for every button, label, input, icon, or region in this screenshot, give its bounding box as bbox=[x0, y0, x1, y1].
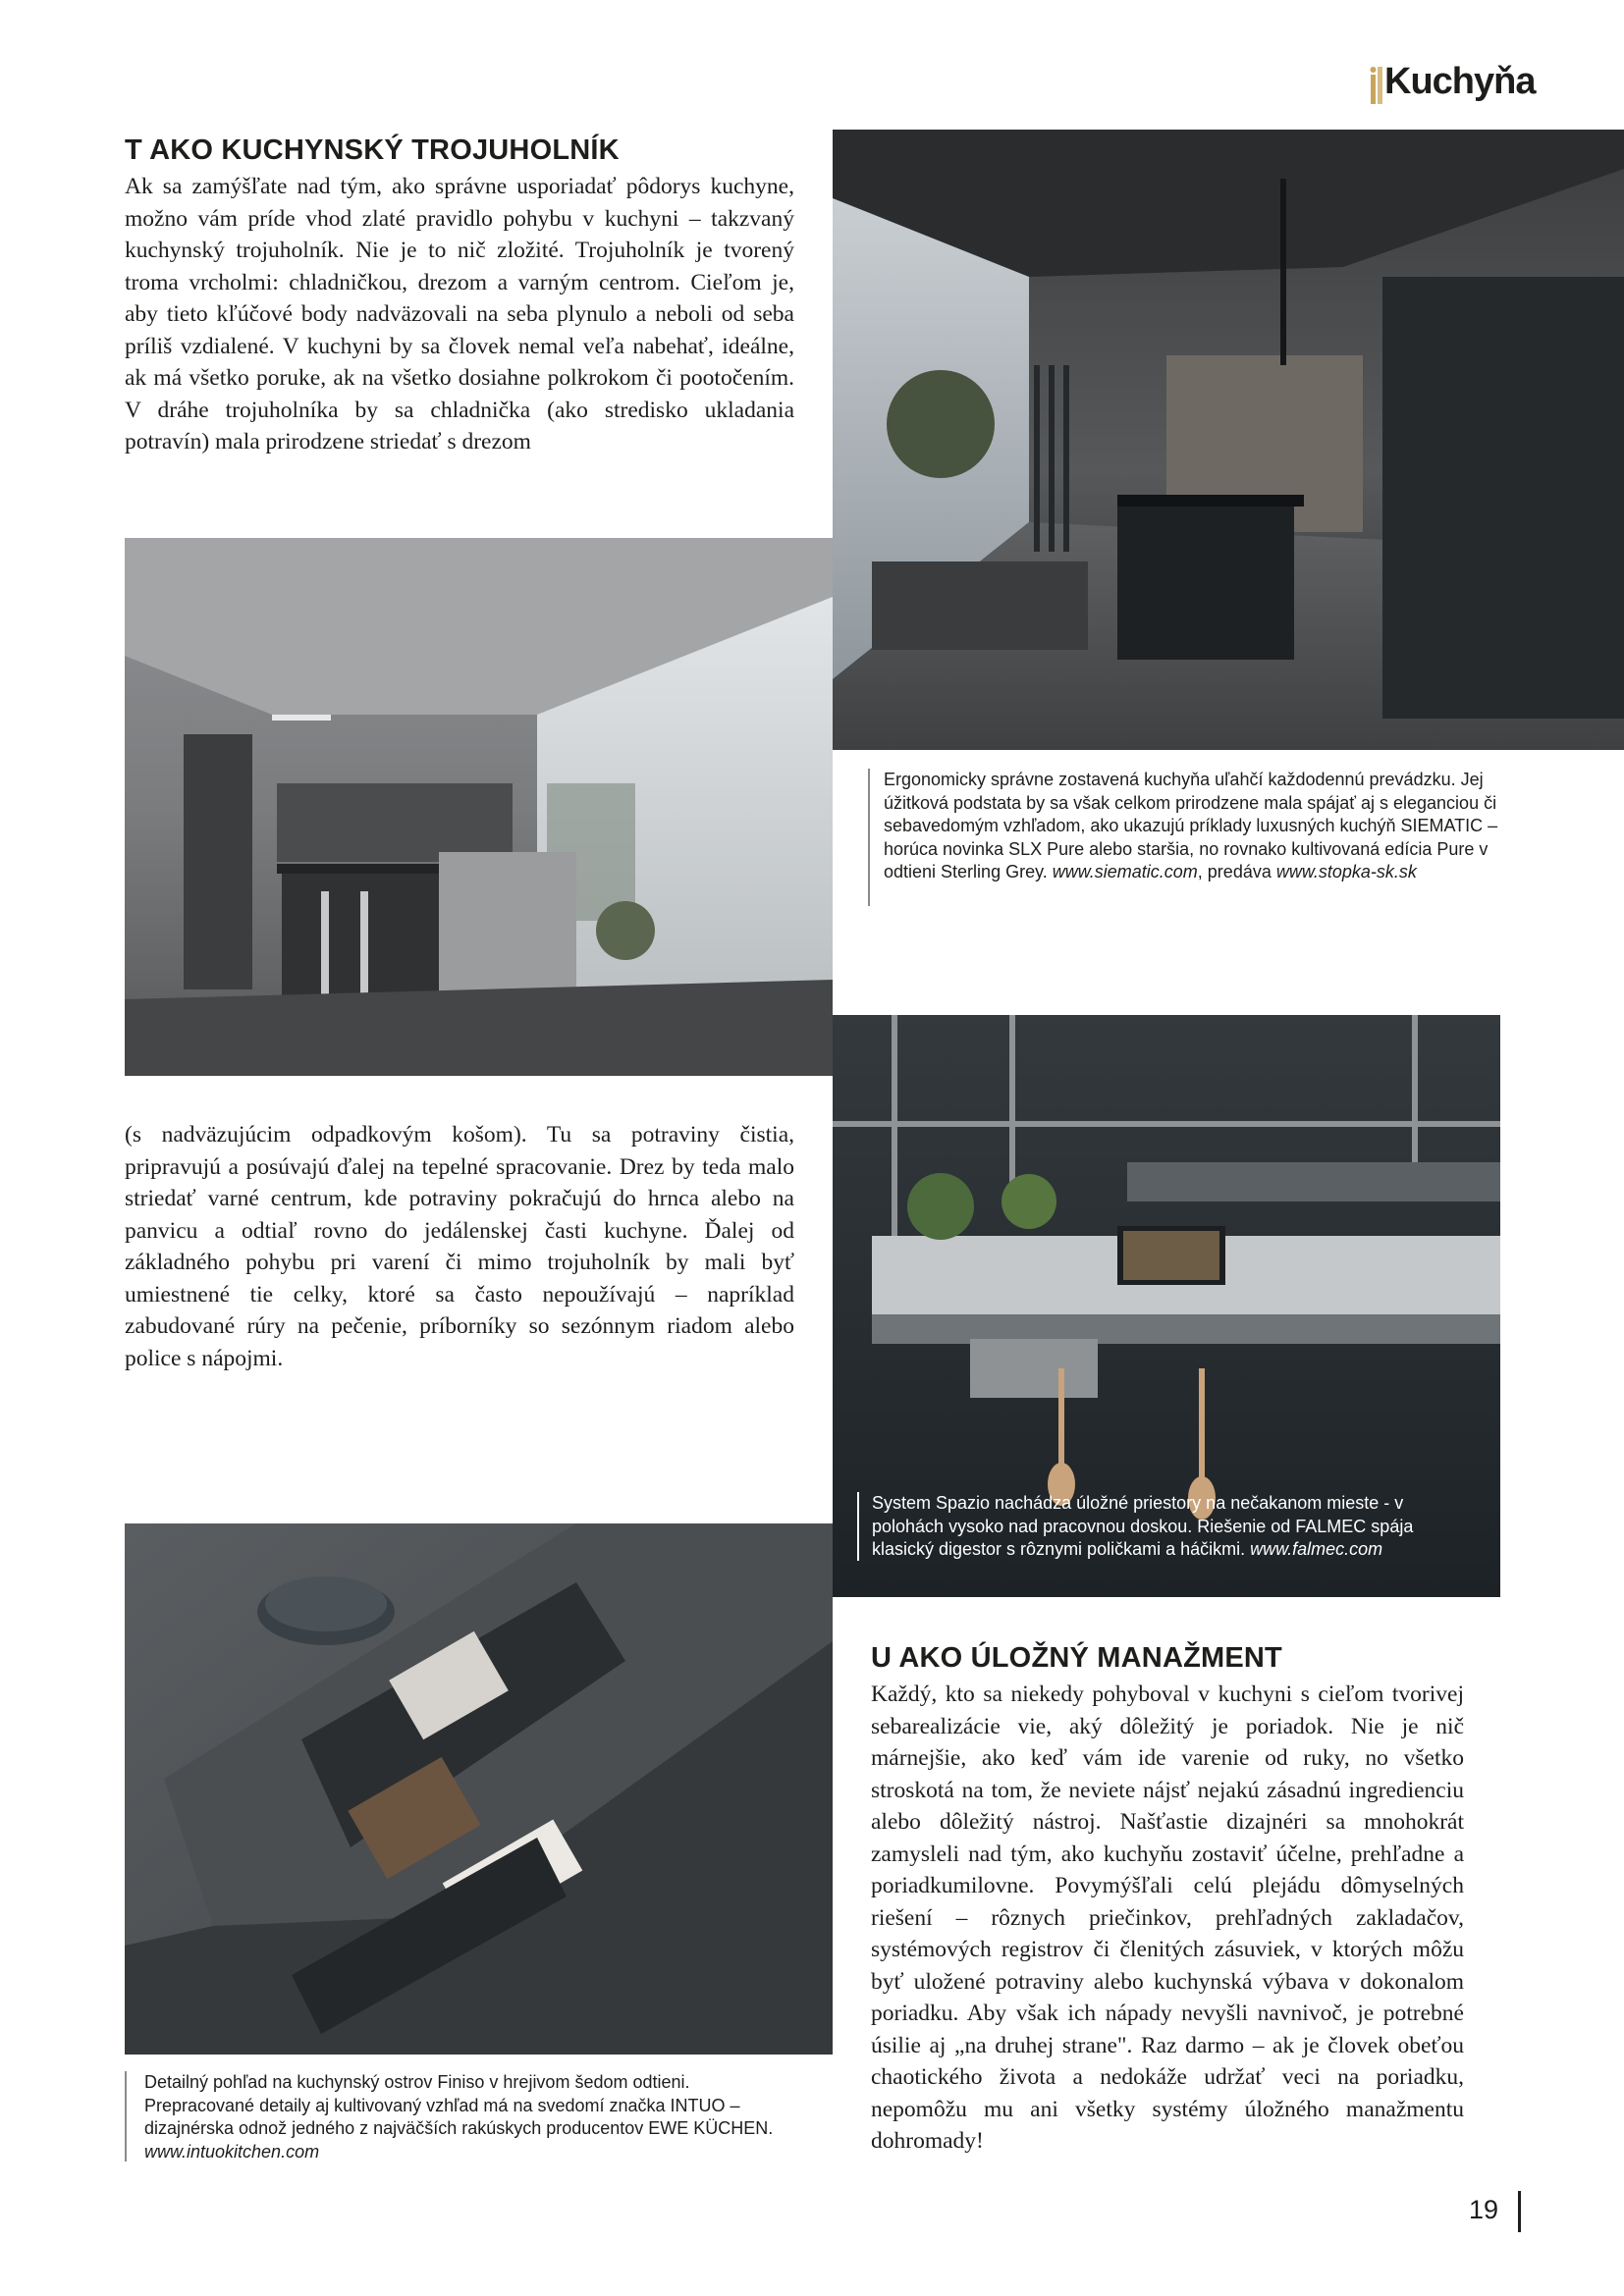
photo-kitchen-living-room bbox=[833, 130, 1624, 750]
caption-text: Detailný pohľad na kuchynský ostrov Finiso v hrejivom šedom odtieni. Prepracované detaily aj kultivovaný vzhľad má na svedomí značka INTUO – dizajnérska odnož jedného z najväčších rakúskych producentov EWE KÜCHEN. bbox=[144, 2072, 774, 2138]
article-text-part1 bbox=[125, 171, 794, 458]
page-number: 19 bbox=[1469, 2195, 1499, 2224]
photo-kitchen-with-island bbox=[125, 538, 833, 1076]
article-text-storage bbox=[871, 1679, 1464, 2158]
paragraph: (s nadväzujúcim odpadkovým košom). Tu sa potraviny čistia, pripravujú a posúvajú ďalej na tepelné spracovanie. Drez by teda malo striedať varné centrum, kde potraviny pokračujú do hrnca alebo na panvicu a odtiaľ rovno do jedálenskej časti kuchyne. Ďalej od základného pohybu pri varení či mimo trojuholník by mali byť umiestnené tie celky, ktoré sa často nepoužívajú – napríklad zabudované rúry na pečenie, príborníky so sezónnym riadom alebo police s nápojmi. bbox=[125, 1122, 794, 1371]
paragraph: Ak sa zamýšľate nad tým, ako správne usporiadať pôdorys kuchyne, možno vám príde vhod zlaté pravidlo pohybu v kuchyni – takzvaný kuchynský trojuholník. Nie je to nič zložité. Trojuholník je tvorený troma vrcholmi: chladničkou, drezom a varným centrom. Cieľom je, aby tieto kľúčové body nadväzovali na seba plynulo a neboli od seba príliš vzdialené. V kuchyni by sa človek nemal veľa nabehať, ideálne, ak má všetko poruke, ak na všetko dosiahne polkrokom či pootočením. V dráhe trojuholníka by sa chladnička (ako stredisko ukladania potravín) mala prirodzene striedať s drezom bbox=[125, 174, 794, 454]
caption-rule bbox=[857, 1492, 859, 1561]
photo-falmec-hood-shelves bbox=[833, 1015, 1500, 1597]
caption-text: System Spazio nachádza úložné priestory na nečakanom mieste - v polohách vysoko nad pracovnou doskou. Riešenie od FALMEC spája klasický digestor s rôznymi poličkami a háčikmi. bbox=[872, 1493, 1414, 1559]
photo-intuo-drawers bbox=[125, 1523, 833, 2055]
kitchen-photo-illustration bbox=[125, 538, 833, 1076]
caption-rule bbox=[868, 769, 870, 906]
caption-falmec bbox=[872, 1492, 1461, 1562]
paragraph: Každý, kto sa niekedy pohyboval v kuchyni s cieľom tvorivej sebarealizácie vie, aký dôležitý je poriadok. Nie je nič márnejšie, ako keď vám ide varenie od ruky, no všetko stroskotá na tom, že neviete nájsť nejakú zásadnú ingredienciu alebo dôležitý nástroj. Našťastie dizajnéri sa mnohokrát zamysleli nad tým, ako kuchyňu zostaviť účelne, prehľadne a poriadkumilovne. Povymýšľali celú plejádu dômyselných riešení – rôznych priečinkov, prehľadných zakladačov, systémových registrov či členitých zásuviek, v ktorých môžu byť uložené potraviny alebo kuchynská výbava v dokonalom poriadku. Aby však ich nápady nevyšli navnivoč, je potrebné úsilie aj „na druhej strane". Raz darmo – ak je človek obeťou chaotického života a nedokáže udržať veci na poriadku, nepomôžu mu ani všetky systémy úložného manažmentu dohromady! bbox=[871, 1682, 1464, 2154]
caption-siematic bbox=[884, 769, 1512, 884]
section-title-kitchen-triangle: T AKO KUCHYNSKÝ TROJUHOLNÍK bbox=[125, 134, 620, 166]
section-title-storage-management: U AKO ÚLOŽNÝ MANAŽMENT bbox=[871, 1642, 1282, 1674]
caption-intuo bbox=[144, 2071, 792, 2163]
caption-link-stopka[interactable]: www.stopka-sk.sk bbox=[1275, 862, 1417, 881]
caption-link-falmec[interactable]: www.falmec.com bbox=[1250, 1539, 1383, 1559]
page-number-rule bbox=[1518, 2191, 1521, 2232]
caption-rule bbox=[125, 2071, 127, 2162]
magazine-logo bbox=[1369, 57, 1536, 108]
logo-text: Kuchyňa bbox=[1384, 61, 1536, 102]
caption-text: Ergonomicky správne zostavená kuchyňa uľahčí každodennú prevádzku. Jej úžitková podstata by sa však celkom prirodzene mala spájať aj s eleganciou či sebavedomým vzhľadom, ako ukazujú príklady luxusných kuchýň SIEMATIC – horúca novinka SLX Pure alebo staršia, no rovnako kultivovaná edícia Pure v odtieni Sterling Grey. bbox=[884, 770, 1498, 881]
caption-link-intuo[interactable]: www.intuokitchen.com bbox=[144, 2141, 320, 2162]
kitchen-photo-illustration bbox=[833, 130, 1624, 750]
caption-link-siematic[interactable]: www.siematic.com bbox=[1052, 862, 1198, 881]
drawer-photo-illustration bbox=[125, 1523, 833, 2055]
article-text-part2 bbox=[125, 1119, 794, 1374]
caption-text-connector: , predáva bbox=[1197, 862, 1276, 881]
